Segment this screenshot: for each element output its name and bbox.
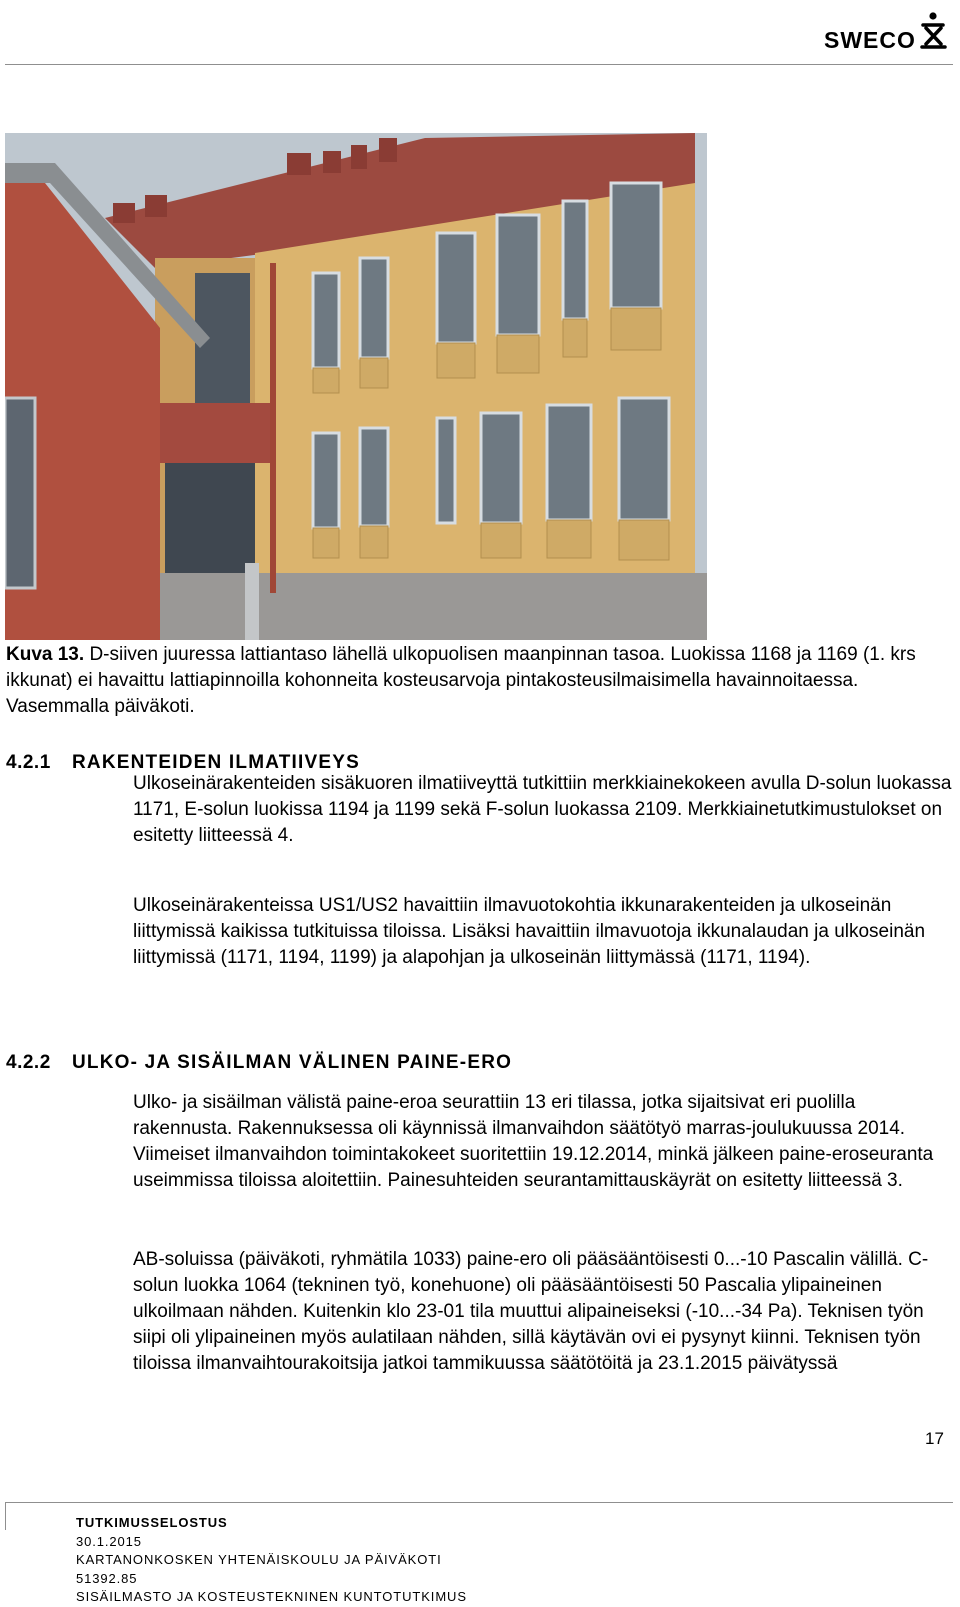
logo-text: SWECO bbox=[824, 27, 916, 52]
footer-project-number: 51392.85 bbox=[76, 1570, 138, 1586]
footer-doc-type: TUTKIMUSSELOSTUS bbox=[76, 1515, 228, 1530]
section-number: 4.2.2 bbox=[6, 1052, 51, 1073]
page-number: 17 bbox=[925, 1429, 944, 1448]
section-heading-4-2-2 bbox=[6, 1052, 512, 1074]
caption-text: D-siiven juuressa lattiantaso lähellä ulkopuolisen maanpinnan tasoa. Luokissa 1168 ja 1169 (1. krs ikkunat) ei havaittu lattiapinnoilla kohonneita kosteusarvoja pintakosteusilmaisimella havainnoitaessa. Vasemmalla päiväkoti. bbox=[6, 644, 916, 717]
section-number: 4.2.1 bbox=[6, 752, 51, 773]
sweco-logo bbox=[822, 6, 952, 52]
section-title: ULKO- JA SISÄILMAN VÄLINEN PAINE-ERO bbox=[72, 1052, 513, 1073]
footer-divider bbox=[5, 1502, 953, 1503]
header-divider bbox=[5, 64, 953, 65]
figure-caption bbox=[6, 642, 956, 720]
building-photo bbox=[5, 133, 707, 640]
footer-date: 30.1.2015 bbox=[76, 1533, 142, 1549]
caption-label: Kuva 13. bbox=[6, 644, 85, 665]
paragraph-pressure-monitoring: Ulko- ja sisäilman välistä paine-eroa seurattiin 13 eri tilassa, jotka sijaitsivat eri puolilla rakennusta. Rakennuksessa oli käynnissä ilmanvaihdon säätötyö marras-joulukuussa 2014. Viimeiset ilmanvaihdon toimintakokeet suoritettiin 19.12.2014, minkä jälkeen paine-eroseuranta useimmissa tiloissa aloitettiin. Painesuhteiden seurantamittauskäyrät on esitetty liitteessä 3. bbox=[133, 1092, 934, 1191]
section-title: RAKENTEIDEN ILMATIIVEYS bbox=[72, 752, 360, 773]
footer-divider-tick bbox=[5, 1502, 6, 1530]
footer-project: KARTANONKOSKEN YHTENÄISKOULU JA PÄIVÄKOTI bbox=[76, 1552, 442, 1567]
paragraph-airtightness-method: Ulkoseinärakenteiden sisäkuoren ilmatiiveyttä tutkittiin merkkiainekokeen avulla D-solun luokassa 1171, E-solun luokissa 1194 ja 1199 sekä F-solun luokassa 2109. Merkkiainetutkimustulokset on esitetty liitteessä 4. bbox=[133, 773, 952, 846]
footer-subject: SISÄILMASTO JA KOSTEUSTEKNINEN KUNTOTUTKIMUS bbox=[76, 1589, 467, 1604]
paragraph-airtightness-results: Ulkoseinärakenteissa US1/US2 havaittiin ilmavuotokohtia ikkunarakenteiden ja ulkoseinän liittymissä kaikissa tutkituissa tiloissa. Lisäksi havaittiin ilmavuotoja ikkunalaudan ja ulkoseinän liittymissä (1171, 1194, 1199) ja alapohjan ja ulkoseinän liittymässä (1171, 1194). bbox=[133, 895, 926, 968]
document-footer bbox=[76, 1514, 467, 1607]
paragraph-pressure-results: AB-soluissa (päiväkoti, ryhmätila 1033) paine-ero oli pääsääntöisesti 0...-10 Pascalin välillä. C-solun luokka 1064 (tekninen työ, konehuone) oli pääsääntöisesti 50 Pascalia ylipaineinen ulkoilmaan nähden. Kuitenkin klo 23-01 tila muuttui alipaineiseksi (-10...-34 Pa). Teknisen työn siipi oli ylipaineinen myös aulatilaan nähden, sillä käytävän ovi ei pysynyt kiinni. Teknisen työn tiloissa ilmanvaihtourakoitsija jatkoi tammikuussa säätötöitä ja 23.1.2015 päivätyssä bbox=[133, 1249, 929, 1374]
